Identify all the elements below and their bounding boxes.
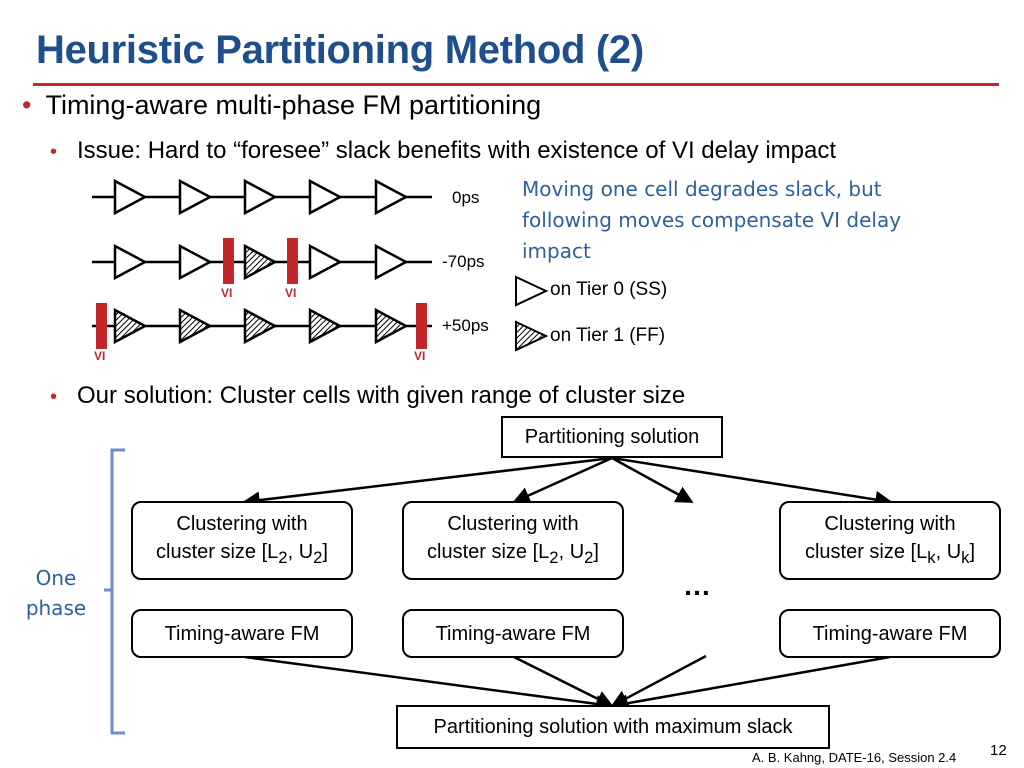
vi-marker bbox=[416, 303, 427, 349]
legend-tier0-icon bbox=[516, 277, 546, 305]
buffer-tier0-icon bbox=[310, 246, 340, 278]
clustering-box-1 bbox=[131, 501, 353, 580]
fm-box-1: Timing-aware FM bbox=[131, 609, 353, 658]
bullet-marker: • bbox=[22, 90, 32, 120]
buffer-tier1-icon bbox=[310, 310, 340, 342]
buffer-tier0-icon bbox=[376, 246, 406, 278]
note-text: Moving one cell degrades slack, but following moves compensate VI delay impact bbox=[522, 177, 902, 263]
buffer-tier0-icon bbox=[180, 181, 210, 213]
bullet-solution-text: Our solution: Cluster cells with given range of cluster size bbox=[77, 382, 686, 409]
buffer-tier0-icon bbox=[310, 181, 340, 213]
flow-arrows bbox=[244, 458, 891, 706]
buffer-tier1-icon bbox=[245, 246, 275, 278]
row1-slack: 0ps bbox=[452, 188, 480, 207]
vi-label: VI bbox=[94, 349, 106, 363]
clustering-box-2 bbox=[402, 501, 624, 580]
clustering-size: cluster size [$L_2$, $U_2$] bbox=[156, 540, 328, 567]
page-number: 12 bbox=[990, 742, 1007, 759]
buffer-tier0-icon bbox=[115, 181, 145, 213]
buffer-tier0-icon bbox=[180, 246, 210, 278]
buffer-tier1-icon bbox=[376, 310, 406, 342]
buffer-tier1-icon bbox=[115, 310, 145, 342]
fm-box-3: Timing-aware FM bbox=[779, 609, 1001, 658]
clustering-size: cluster size [$L_k$, $U_k$] bbox=[804, 540, 976, 567]
legend-tier1-label: on Tier 1 (FF) bbox=[550, 325, 666, 346]
timing-row-2 bbox=[92, 238, 432, 284]
vi-marker bbox=[96, 303, 107, 349]
vi-label: VI bbox=[221, 286, 233, 300]
clustering-box-3 bbox=[779, 501, 1001, 580]
slide-title: Heuristic Partitioning Method (2) bbox=[36, 28, 644, 72]
bullet-marker: • bbox=[50, 386, 58, 408]
ellipsis: … bbox=[683, 570, 711, 601]
bullet-solution bbox=[50, 382, 685, 410]
bullet-marker: • bbox=[50, 141, 58, 163]
clustering-title: Clustering with bbox=[447, 512, 579, 535]
timing-row-1 bbox=[92, 181, 432, 213]
row3-slack: +50ps bbox=[442, 316, 489, 335]
row2-slack: -70ps bbox=[442, 252, 485, 271]
buffer-tier0-icon bbox=[245, 181, 275, 213]
max-slack-box: Partitioning solution with maximum slack bbox=[396, 705, 830, 749]
bullet-main-text: Timing-aware multi-phase FM partitioning bbox=[45, 90, 542, 120]
partitioning-solution-box: Partitioning solution bbox=[501, 416, 723, 458]
buffer-tier0-icon bbox=[115, 246, 145, 278]
vi-label: VI bbox=[285, 286, 297, 300]
legend-tier0-label: on Tier 0 (SS) bbox=[550, 279, 668, 300]
vi-label: VI bbox=[414, 349, 426, 363]
timing-row-3 bbox=[92, 303, 432, 349]
vi-marker bbox=[223, 238, 234, 284]
clustering-size: cluster size [$L_2$, $U_2$] bbox=[427, 540, 599, 567]
clustering-title: Clustering with bbox=[824, 512, 956, 535]
phase-bracket bbox=[104, 450, 125, 733]
bullet-issue-text: Issue: Hard to “foresee” slack benefits with existence of VI delay impact bbox=[77, 137, 837, 164]
fm-box-2: Timing-aware FM bbox=[402, 609, 624, 658]
phase-label: One phase bbox=[25, 566, 87, 620]
legend-tier1-icon bbox=[516, 322, 546, 350]
buffer-tier1-icon bbox=[180, 310, 210, 342]
vi-marker bbox=[287, 238, 298, 284]
buffer-tier0-icon bbox=[376, 181, 406, 213]
buffer-tier1-icon bbox=[245, 310, 275, 342]
clustering-title: Clustering with bbox=[176, 512, 308, 535]
footer: A. B. Kahng, DATE-16, Session 2.4 bbox=[752, 750, 957, 765]
